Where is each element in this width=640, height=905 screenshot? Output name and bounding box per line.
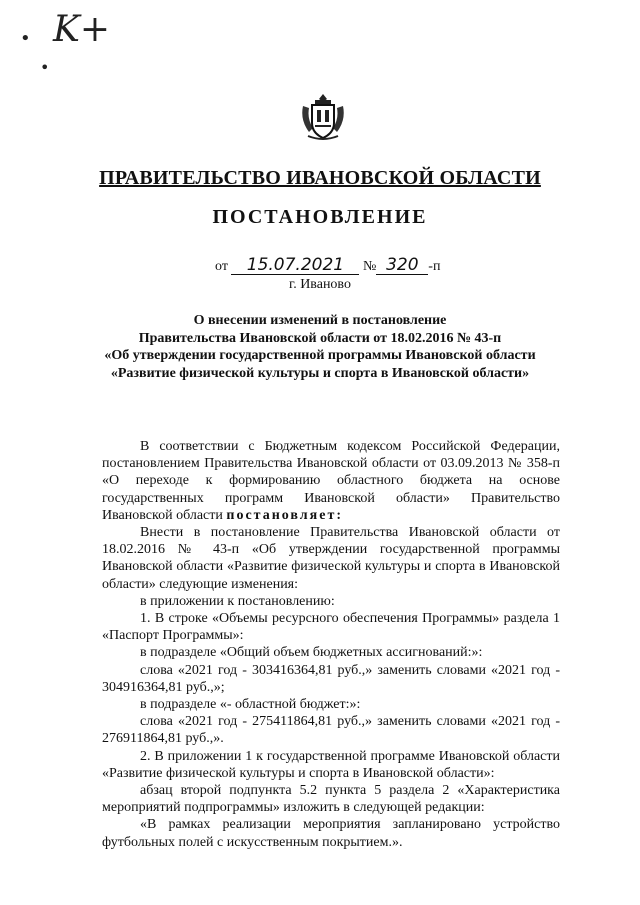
body-paragraph: в подразделе «Общий объем бюджетных ассигнований:»: <box>140 645 483 661</box>
document-date: 15.07.2021 <box>231 256 359 275</box>
body-paragraph: в приложении к постановлению: <box>140 593 335 609</box>
preamble-paragraph <box>102 438 560 524</box>
title-line: «Об утверждении государственной программы Ивановской области <box>104 348 536 363</box>
date-prefix: от <box>215 259 228 274</box>
number-prefix: № <box>362 259 377 274</box>
coat-of-arms-icon <box>298 92 348 142</box>
handwritten-dot-top: • <box>20 28 31 49</box>
body-paragraph: 2. В приложении 1 к государственной программе Ивановской области «Развитие физической культуры и спорта в Ивановской области»: <box>102 748 560 781</box>
body-paragraph: Внести в постановление Правительства Ивановской области от 18.02.2016 № 43-п «Об утверждении государственной программы Ивановской области «Развитие физической культуры и спорта в Ивановской области» следующие изменения: <box>102 525 560 592</box>
body-paragraph: 1. В строке «Объемы ресурсного обеспечения Программы» раздела 1 «Паспорт Программы»: <box>102 611 560 644</box>
document-type: ПОСТАНОВЛЕНИЕ <box>212 206 428 228</box>
body-paragraph: в подразделе «- областной бюджет:»: <box>140 697 361 713</box>
title-line: Правительства Ивановской области от 18.02.2016 № 43-п <box>138 330 502 346</box>
preamble-text: В соответствии с Бюджетным кодексом Российской Федерации, постановлением Правительства Ивановской области от 03.09.2013 № 358-п «О переходе к формированию областного бюджета на основе государственных программ Ивановской области» Правительство Ивановской области <box>102 439 560 523</box>
document-title <box>60 312 580 382</box>
body-paragraph: слова «2021 год - 275411864,81 руб.,» заменить словами «2021 год - 276911864,81 руб.,». <box>102 714 560 747</box>
city: г. Иваново <box>289 277 351 292</box>
body-paragraph: абзац второй подпункта 5.2 пункта 5 раздела 2 «Характеристика мероприятий подпрограммы» изложить в следующей редакции: <box>102 783 560 816</box>
document-body <box>102 438 560 851</box>
document-number: 320 <box>376 256 428 275</box>
handwritten-mark: K+ <box>53 9 111 50</box>
resolves-word: постановляет: <box>226 507 343 523</box>
title-line: О внесении изменений в постановление <box>193 313 447 328</box>
number-suffix: -п <box>428 259 441 274</box>
handwritten-dot-bottom: • <box>40 58 50 77</box>
date-number-line <box>215 256 440 275</box>
body-paragraph: «В рамках реализации мероприятия запланировано устройство футбольных полей с искусственным покрытием.». <box>102 817 560 850</box>
organization-title: ПРАВИТЕЛЬСТВО ИВАНОВСКОЙ ОБЛАСТИ <box>99 167 541 189</box>
body-paragraph: слова «2021 год - 303416364,81 руб.,» заменить словами «2021 год - 304916364,81 руб.,»; <box>102 662 560 695</box>
title-line: «Развитие физической культуры и спорта в Ивановской области» <box>110 365 530 381</box>
